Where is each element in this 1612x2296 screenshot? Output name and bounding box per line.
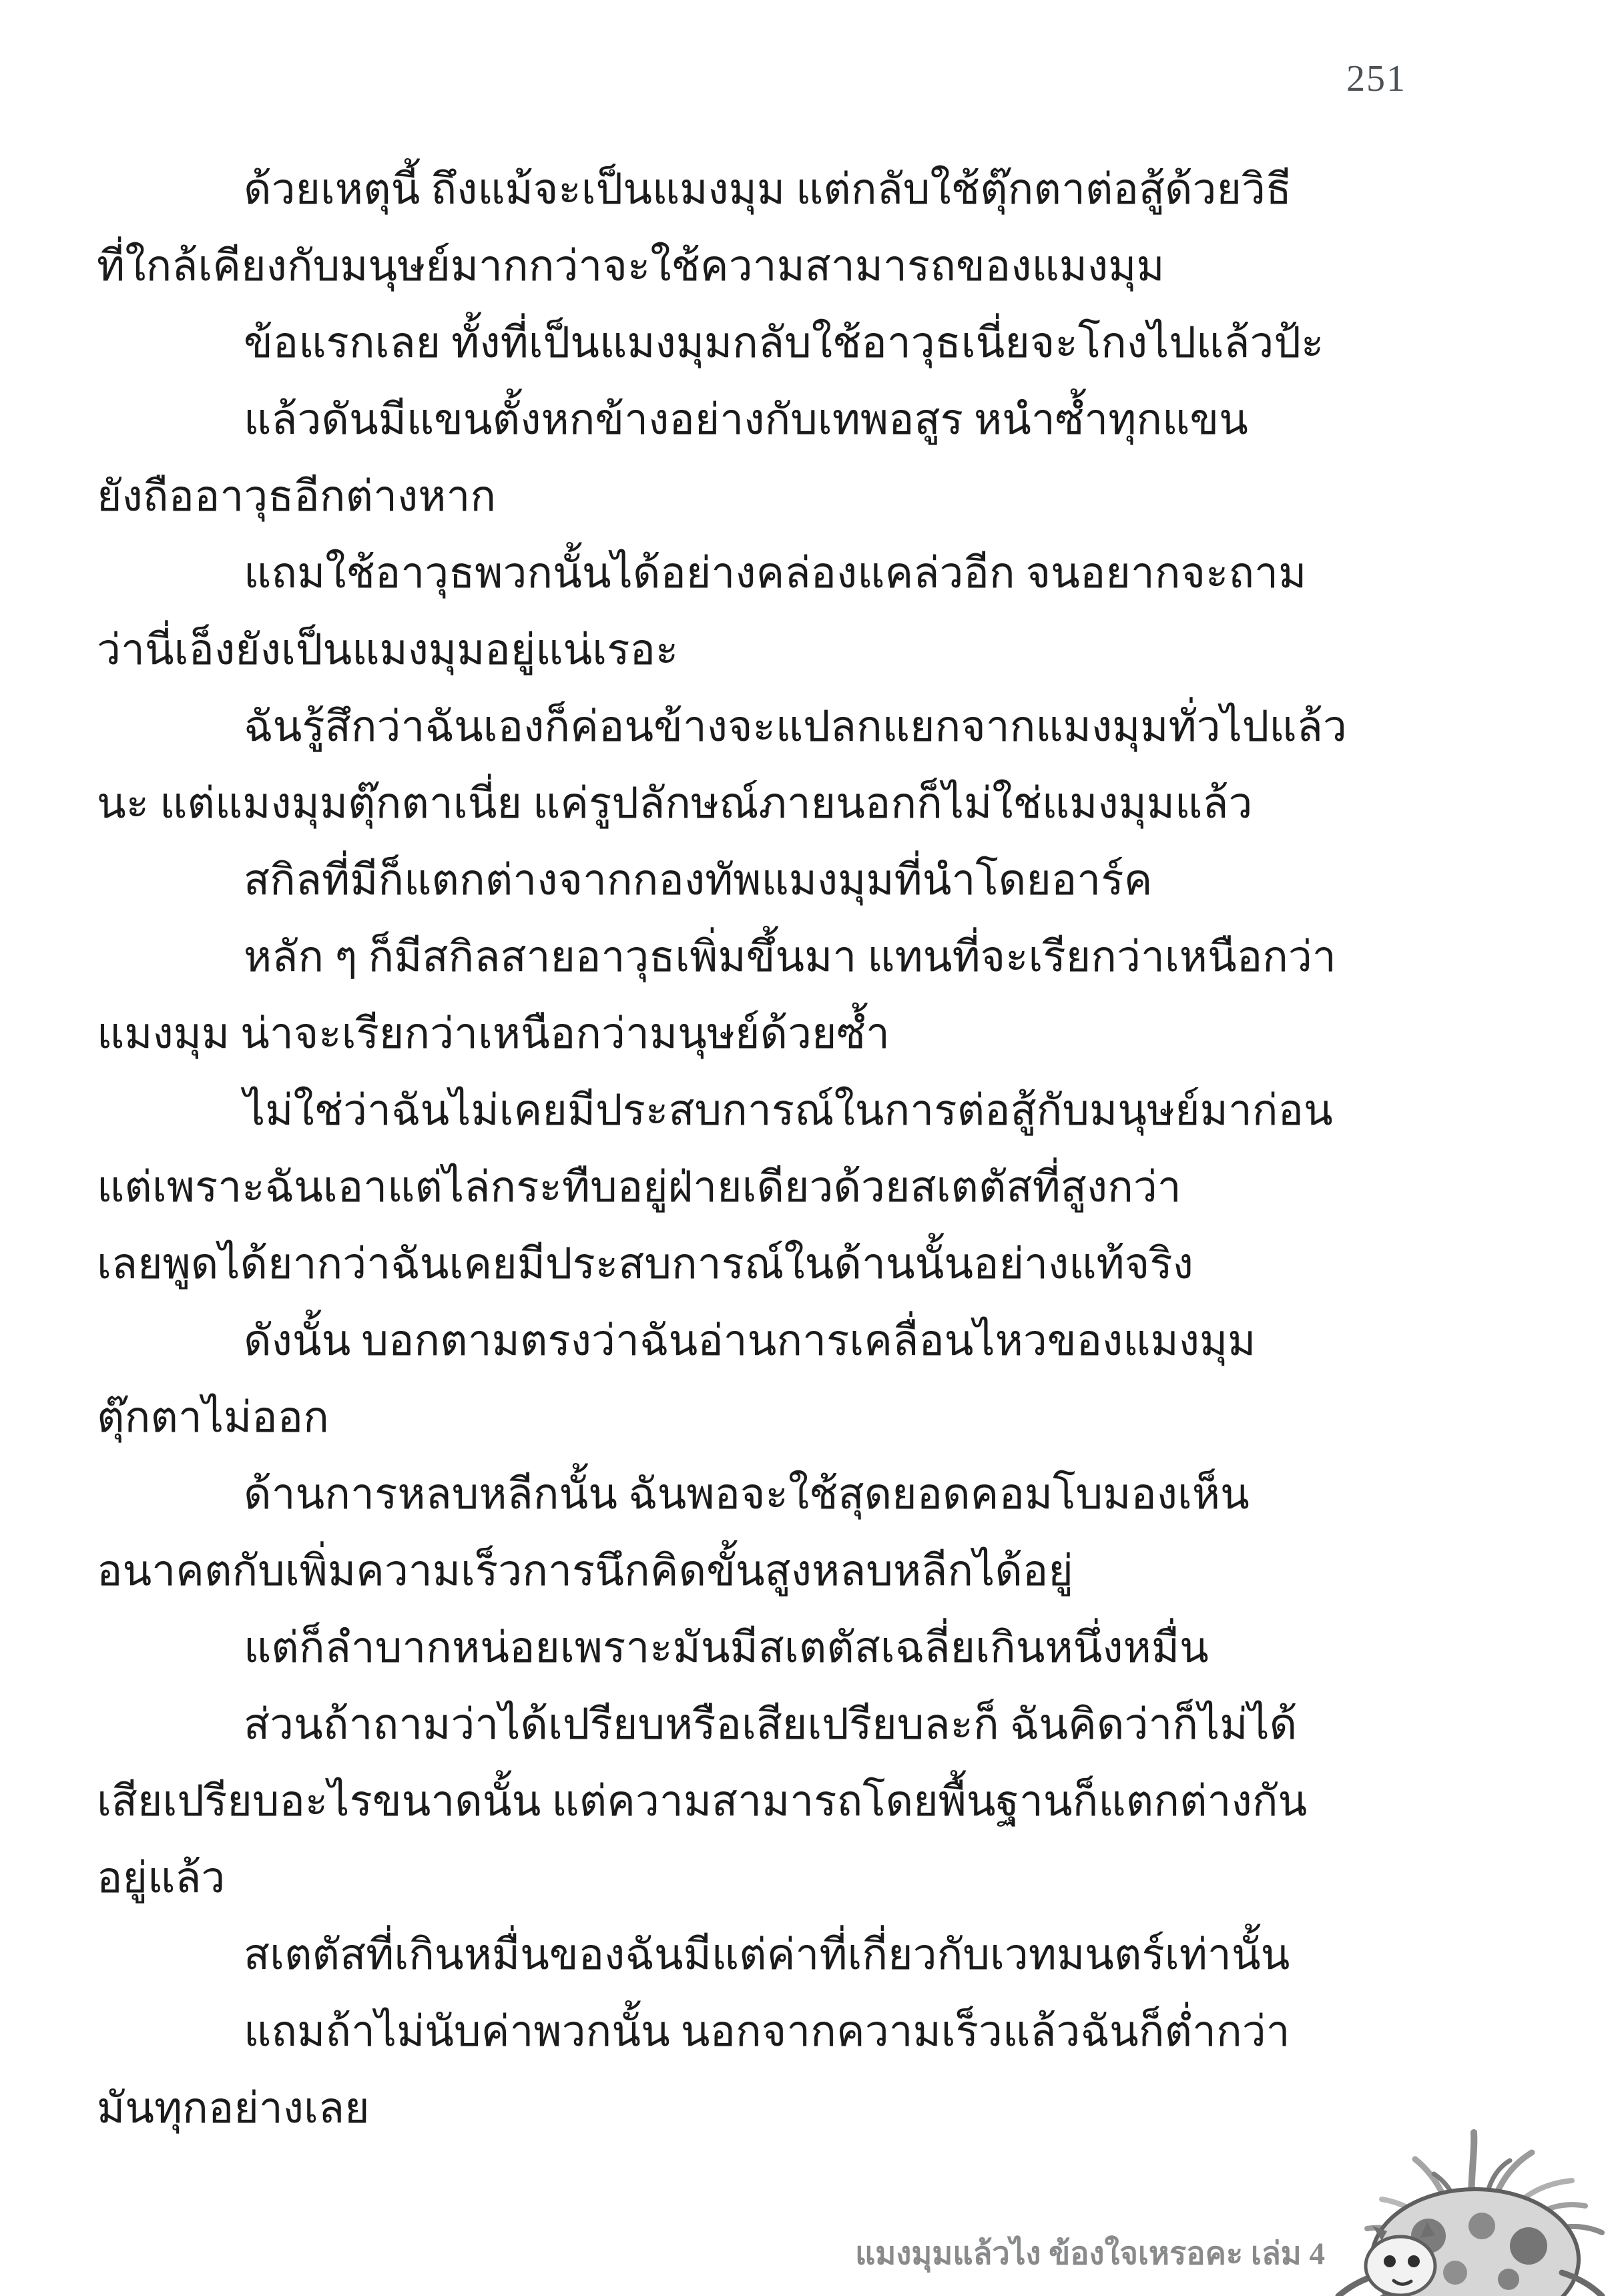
text-line: แล้วดันมีแขนตั้งหกข้างอย่างกับเทพอสูร หนำซ้ำทุกแขน xyxy=(244,396,1248,443)
text-line: สเตตัสที่เกินหมื่นของฉันมีแต่ค่าที่เกี่ยวกับเวทมนตร์เท่านั้น xyxy=(244,1931,1290,1978)
running-title: แมงมุมแล้วไง ข้องใจเหรอคะ เล่ม 4 xyxy=(855,2237,1325,2271)
text-line: มันทุกอย่างเลย xyxy=(97,2084,370,2132)
text-line: แต่เพราะฉันเอาแต่ไล่กระทืบอยู่ฝ่ายเดียวด้วยสเตตัสที่สูงกว่า xyxy=(97,1163,1181,1211)
text-line: ว่านี่เอ็งยังเป็นแมงมุมอยู่แน่เรอะ xyxy=(97,626,679,673)
text-line: เสียเปรียบอะไรขนาดนั้น แต่ความสามารถโดยพื้นฐานก็แตกต่างกัน xyxy=(97,1777,1308,1825)
text-line: ดังนั้น บอกตามตรงว่าฉันอ่านการเคลื่อนไหวของแมงมุม xyxy=(244,1317,1256,1364)
text-line: ส่วนถ้าถามว่าได้เปรียบหรือเสียเปรียบละก็ ฉันคิดว่าก็ไม่ได้ xyxy=(244,1701,1298,1748)
page-number: 251 xyxy=(1346,58,1406,99)
text-line: เลยพูดได้ยากว่าฉันเคยมีประสบการณ์ในด้านนั้นอย่างแท้จริง xyxy=(97,1240,1193,1287)
text-line: อยู่แล้ว xyxy=(97,1854,226,1902)
text-line: อนาคตกับเพิ่มความเร็วการนึกคิดขั้นสูงหลบหลีกได้อยู่ xyxy=(97,1547,1073,1595)
text-line: ฉันรู้สึกว่าฉันเองก็ค่อนข้างจะแปลกแยกจากแมงมุมทั่วไปแล้ว xyxy=(244,703,1347,750)
text-line: แมงมุม น่าจะเรียกว่าเหนือกว่ามนุษย์ด้วยซ้ำ xyxy=(97,1010,890,1057)
text-line: ด้านการหลบหลีกนั้น ฉันพอจะใช้สุดยอดคอมโบมองเห็น xyxy=(244,1470,1250,1518)
body-text xyxy=(97,151,1545,2146)
text-line: ที่ใกล้เคียงกับมนุษย์มากกว่าจะใช้ความสามารถของแมงมุม xyxy=(97,242,1165,290)
text-line: ไม่ใช่ว่าฉันไม่เคยมีประสบการณ์ในการต่อสู้กับมนุษย์มาก่อน xyxy=(244,1087,1333,1134)
text-line: ข้อแรกเลย ทั้งที่เป็นแมงมุมกลับใช้อาวุธเนี่ยจะโกงไปแล้วป้ะ xyxy=(244,319,1324,366)
text-line: ด้วยเหตุนี้ ถึงแม้จะเป็นแมงมุม แต่กลับใช้ตุ๊กตาต่อสู้ด้วยวิธี xyxy=(244,166,1292,213)
text-line: ตุ๊กตาไม่ออก xyxy=(97,1394,329,1441)
text-line: หลัก ๆ ก็มีสกิลสายอาวุธเพิ่มขึ้นมา แทนที่จะเรียกว่าเหนือกว่า xyxy=(244,933,1336,980)
text-line: แถมถ้าไม่นับค่าพวกนั้น นอกจากความเร็วแล้วฉันก็ต่ำกว่า xyxy=(244,2008,1290,2055)
text-line: แถมใช้อาวุธพวกนั้นได้อย่างคล่องแคล่วอีก จนอยากจะถาม xyxy=(244,549,1307,597)
text-line: ยังถืออาวุธอีกต่างหาก xyxy=(97,473,497,520)
text-line: นะ แต่แมงมุมตุ๊กตาเนี่ย แค่รูปลักษณ์ภายนอกก็ไม่ใช่แมงมุมแล้ว xyxy=(97,780,1253,827)
text-line: แต่ก็ลำบากหน่อยเพราะมันมีสเตตัสเฉลี่ยเกินหนึ่งหมื่น xyxy=(244,1624,1209,1671)
text-line: สกิลที่มีก็แตกต่างจากกองทัพแมงมุมที่นำโดยอาร์ค xyxy=(244,856,1153,904)
spider-mascot-illustration xyxy=(1315,2106,1612,2296)
